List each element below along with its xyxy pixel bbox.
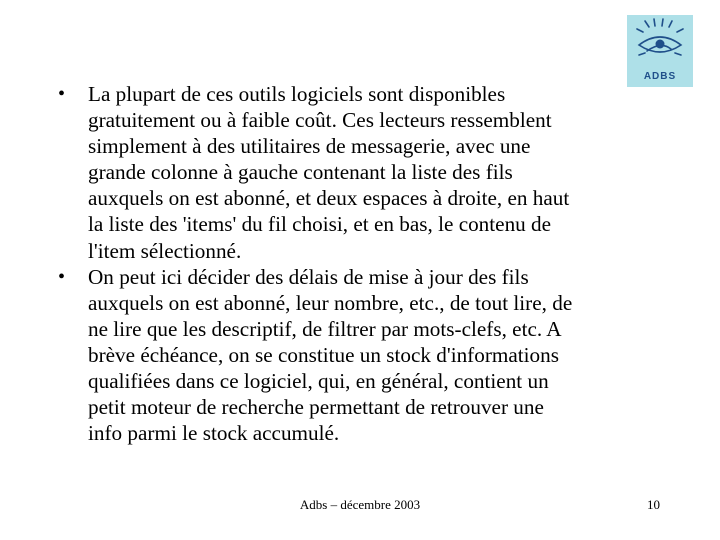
bullet-line: petit moteur de recherche permettant de retrouver une bbox=[88, 395, 544, 420]
bullet-marker: • bbox=[58, 265, 66, 288]
bullet-line: On peut ici décider des délais de mise à jour des fils bbox=[88, 264, 529, 289]
bullet-line: la liste des 'items' du fil choisi, et en bas, le contenu de bbox=[88, 212, 552, 237]
bullet-line: La plupart de ces outils logiciels sont disponibles bbox=[88, 82, 506, 106]
footer-text: Adbs – décembre 2003 bbox=[299, 497, 421, 512]
bullet-line: gratuitement ou à faible coût. Ces lecteurs ressemblent bbox=[88, 108, 552, 133]
page-number: 10 bbox=[647, 497, 660, 512]
bullet-line: grande colonne à gauche contenant la liste des fils bbox=[88, 160, 513, 185]
bullet-item bbox=[58, 81, 668, 264]
bullet-line: auxquels on est abonné, leur nombre, etc., de tout lire, de bbox=[88, 290, 573, 315]
bullet-line: info parmi le stock accumulé. bbox=[88, 421, 340, 446]
bullet-line: ne lire que les descriptif, de filtrer par mots-clefs, etc. A bbox=[88, 316, 562, 341]
bullet-line: simplement à des utilitaires de messagerie, avec une bbox=[88, 134, 531, 159]
logo-text: ADBS bbox=[643, 71, 677, 82]
bullet-line: brève échéance, on se constitue un stock d'informations bbox=[88, 342, 559, 367]
adbs-logo bbox=[627, 15, 693, 87]
bullet-line: auxquels on est abonné, et deux espaces à droite, en haut bbox=[88, 186, 570, 211]
bullet-line: qualifiées dans ce logiciel, qui, en général, contient un bbox=[88, 369, 549, 394]
bullet-item bbox=[58, 264, 668, 447]
bullet-marker: • bbox=[58, 83, 66, 105]
bullet-line: l'item sélectionné. bbox=[88, 238, 242, 263]
bullet-list bbox=[58, 81, 668, 446]
